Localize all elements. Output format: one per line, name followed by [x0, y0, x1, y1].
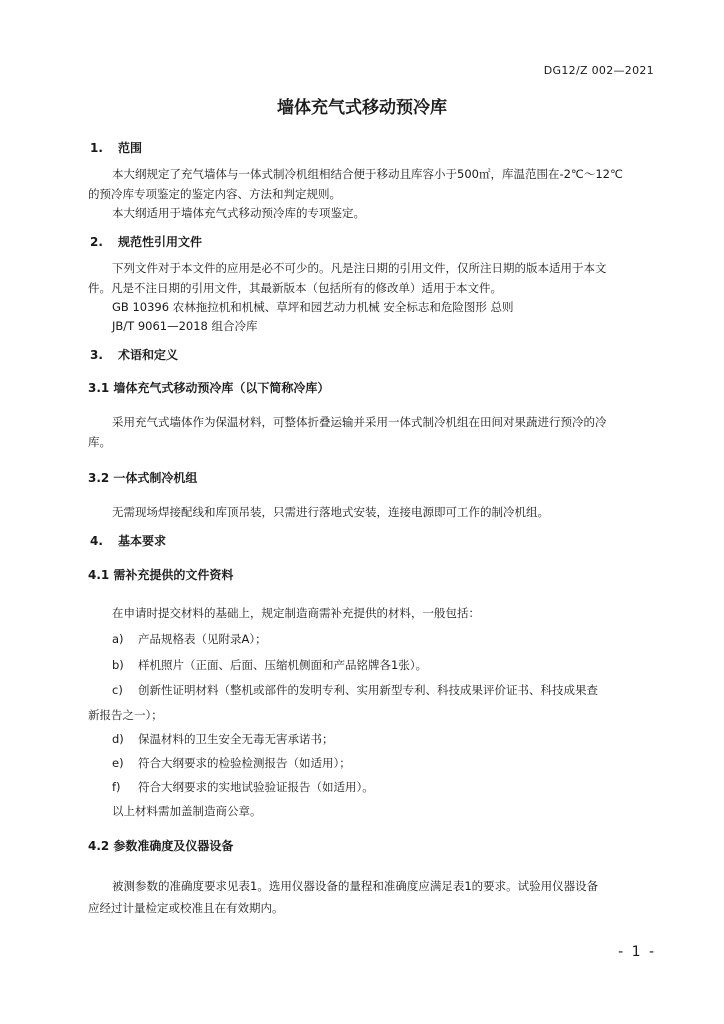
list-item-label: d) [112, 732, 124, 746]
page-title: 墙体充气式移动预冷库 [277, 98, 447, 118]
list-item-continuation: 新报告之一）； [88, 708, 163, 722]
paragraph: 在申请时提交材料的基础上，规定制造商需补充提供的材料，一般包括： [112, 606, 480, 620]
section-number: 1. [90, 141, 103, 155]
reference-gb10396: GB 10396 农林拖拉机和机械、草坪和园艺动力机械 安全标志和危险图形 总则 [112, 300, 514, 314]
document-code: DG12/Z 002—2021 [543, 64, 654, 77]
paragraph: 被测参数的准确度要求见表1。选用仪器设备的量程和准确度应满足表1的要求。试验用仪器设备 [112, 879, 599, 893]
list-item-text: 符合大纲要求的实地试验验证报告（如适用）。 [138, 780, 374, 794]
paragraph: 应经过计量检定或校准且在有效期内。 [88, 901, 284, 915]
section-4-heading [90, 532, 166, 549]
list-item-label: c) [112, 683, 123, 697]
list-item-text: 样机照片（正面、后面、压缩机侧面和产品铭牌各1张）。 [138, 658, 428, 672]
section-number: 3. [90, 348, 103, 362]
list-item-label: f) [112, 780, 121, 794]
section-number: 2. [90, 235, 103, 249]
section-title: 规范性引用文件 [118, 235, 203, 249]
paragraph: 件。凡是不注日期的引用文件，其最新版本（包括所有的修改单）适用于本文件。 [88, 281, 502, 295]
list-item [112, 657, 427, 673]
section-2-heading [90, 233, 202, 250]
list-item [112, 682, 598, 698]
subsection-3-2-heading: 3.2 一体式制冷机组 [88, 471, 198, 485]
section-3-heading [90, 346, 178, 363]
paragraph: 以上材料需加盖制造商公章。 [112, 804, 262, 818]
paragraph: 的预冷库专项鉴定的鉴定内容、方法和判定规则。 [88, 187, 341, 201]
list-item [112, 631, 267, 647]
paragraph: 采用充气式墙体作为保温材料，可整体折叠运输并采用一体式制冷机组在田间对果蔬进行预冷的冷 [112, 415, 607, 429]
list-item [112, 755, 351, 771]
paragraph: 本大纲适用于墙体充气式移动预冷库的专项鉴定。 [112, 206, 365, 220]
list-item-text: 产品规格表（见附录A）； [138, 632, 267, 646]
paragraph: 库。 [88, 435, 111, 449]
list-item-label: e) [112, 756, 124, 770]
section-title: 术语和定义 [118, 348, 179, 362]
list-item [112, 779, 374, 795]
list-item-text: 保温材料的卫生安全无毒无害承诺书； [138, 732, 334, 746]
paragraph: 本大纲规定了充气墙体与一体式制冷机组相结合便于移动且库容小于500㎡，库温范围在-2℃～12℃ [112, 167, 623, 181]
section-title: 范围 [118, 141, 143, 155]
list-item-text: 符合大纲要求的检验检测报告（如适用）； [138, 756, 351, 770]
list-item-label: b) [112, 658, 124, 672]
subsection-4-2-heading: 4.2 参数准确度及仪器设备 [88, 839, 234, 853]
reference-jbt9061: JB/T 9061—2018 组合冷库 [112, 319, 258, 333]
section-title: 基本要求 [118, 534, 167, 548]
list-item-label: a) [112, 632, 124, 646]
paragraph: 无需现场焊接配线和库顶吊装，只需进行落地式安装，连接电源即可工作的制冷机组。 [112, 505, 549, 519]
section-number: 4. [90, 534, 103, 548]
list-item [112, 731, 334, 747]
page-number: - 1 - [618, 944, 656, 960]
subsection-4-1-heading: 4.1 需补充提供的文件资料 [88, 568, 234, 582]
paragraph: 下列文件对于本文件的应用是必不可少的。凡是注日期的引用文件，仅所注日期的版本适用于本文 [112, 261, 607, 275]
list-item-text: 创新性证明材料（整机或部件的发明专利、实用新型专利、科技成果评价证书、科技成果查 [138, 683, 598, 697]
section-1-heading [90, 139, 142, 156]
subsection-3-1-heading: 3.1 墙体充气式移动预冷库（以下简称冷库） [88, 381, 330, 395]
